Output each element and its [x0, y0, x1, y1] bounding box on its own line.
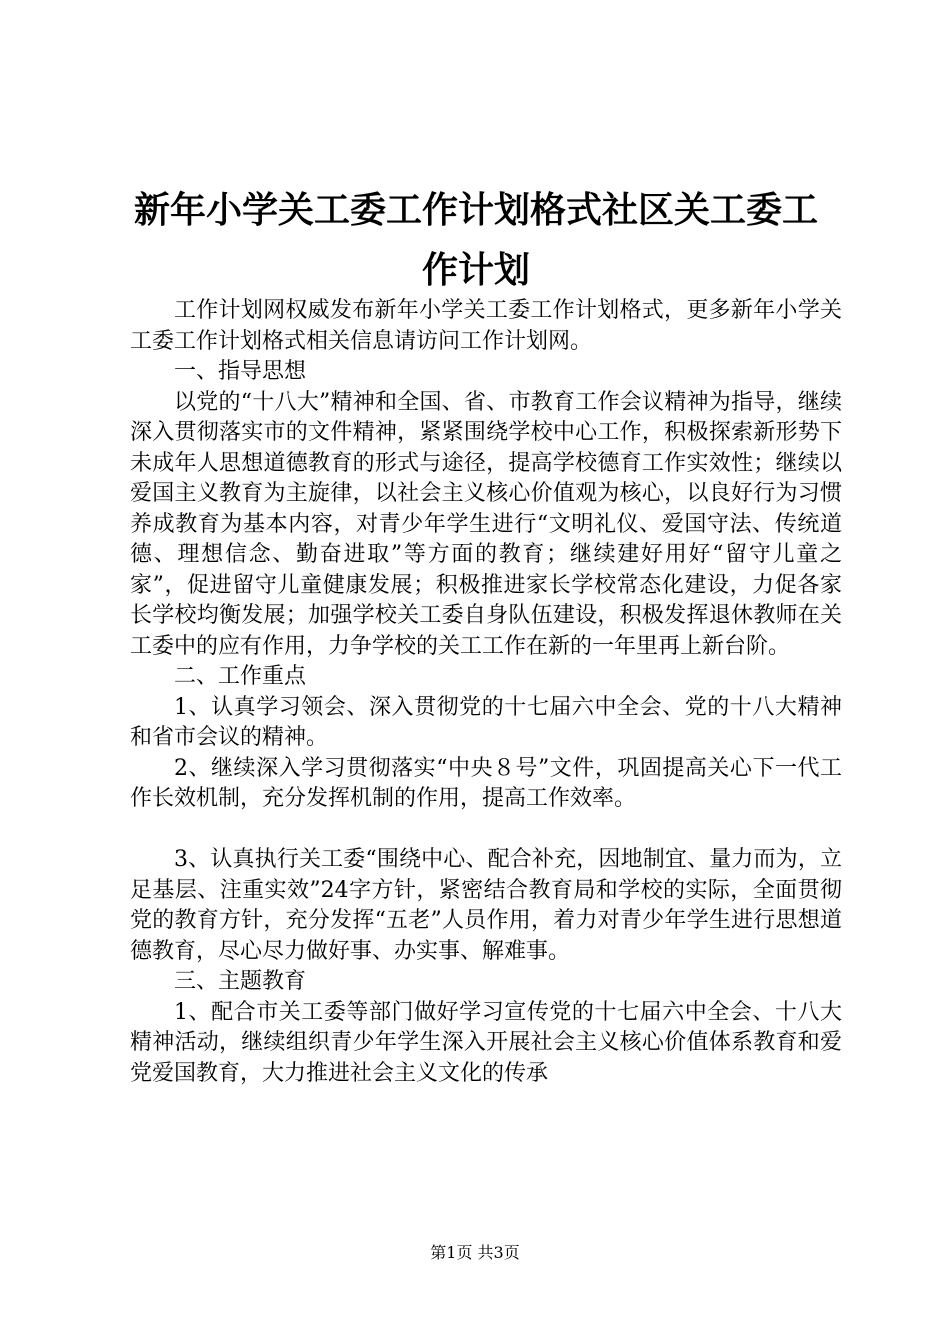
blank-line	[130, 815, 842, 846]
section-heading-theme-education: 三、主题教育	[174, 969, 307, 994]
work-focus-item-3: 3、认真执行关工委“围绕中心、配合补充，因地制宜、量力而为，立足基层、注重实效”24字方针，紧密结合教育局和学校的实际，全面贯彻党的教育方针，充分发挥“五老”人员作用，着力对青少年学生进行思想道德教育，尽心尽力做好事、办实事、解难事。	[130, 847, 842, 964]
page-footer: 第1页 共3页	[430, 1243, 520, 1262]
work-focus-item-2: 2、继续深入学习贯彻落实“中央８号”文件，巩固提高关心下一代工作长效机制，充分发挥机制的作用，提高工作效率。	[130, 755, 842, 811]
document-title: 新年小学关工委工作计划格式社区关工委工作计划	[133, 189, 818, 291]
intro-paragraph: 工作计划网权威发布新年小学关工委工作计划格式，更多新年小学关工委工作计划格式相关信息请访问工作计划网。	[130, 298, 842, 354]
document-body	[130, 296, 842, 1089]
section-heading-work-focus: 二、工作重点	[174, 664, 307, 689]
guiding-ideology-paragraph: 以党的“十八大”精神和全国、省、市教育工作会议精神为指导，继续深入贯彻落实市的文件精神，紧紧围绕学校中心工作，积极探索新形势下未成年人思想道德教育的形式与途径，提高学校德育工作实效性；继续以爱国主义教育为主旋律，以社会主义核心价值观为核心，以良好行为习惯养成教育为基本内容，对青少年学生进行“文明礼仪、爱国守法、传统道德、理想信念、勤奋进取”等方面的教育；继续建好用好“留守儿童之家”，促进留守儿童健康发展；积极推进家长学校常态化建设，力促各家长学校均衡发展；加强学校关工委自身队伍建设，积极发挥退休教师在关工委中的应有作用，力争学校的关工工作在新的一年里再上新台阶。	[130, 389, 842, 659]
work-focus-item-1: 1、认真学习领会、深入贯彻党的十七届六中全会、党的十八大精神和省市会议的精神。	[130, 694, 842, 750]
section-heading-guiding-ideology: 一、指导思想	[174, 359, 307, 384]
theme-education-item-1: 1、配合市关工委等部门做好学习宣传党的十七届六中全会、十八大精神活动，继续组织青少年学生深入开展社会主义核心价值体系教育和爱党爱国教育，大力推进社会主义文化的传承	[130, 999, 842, 1086]
